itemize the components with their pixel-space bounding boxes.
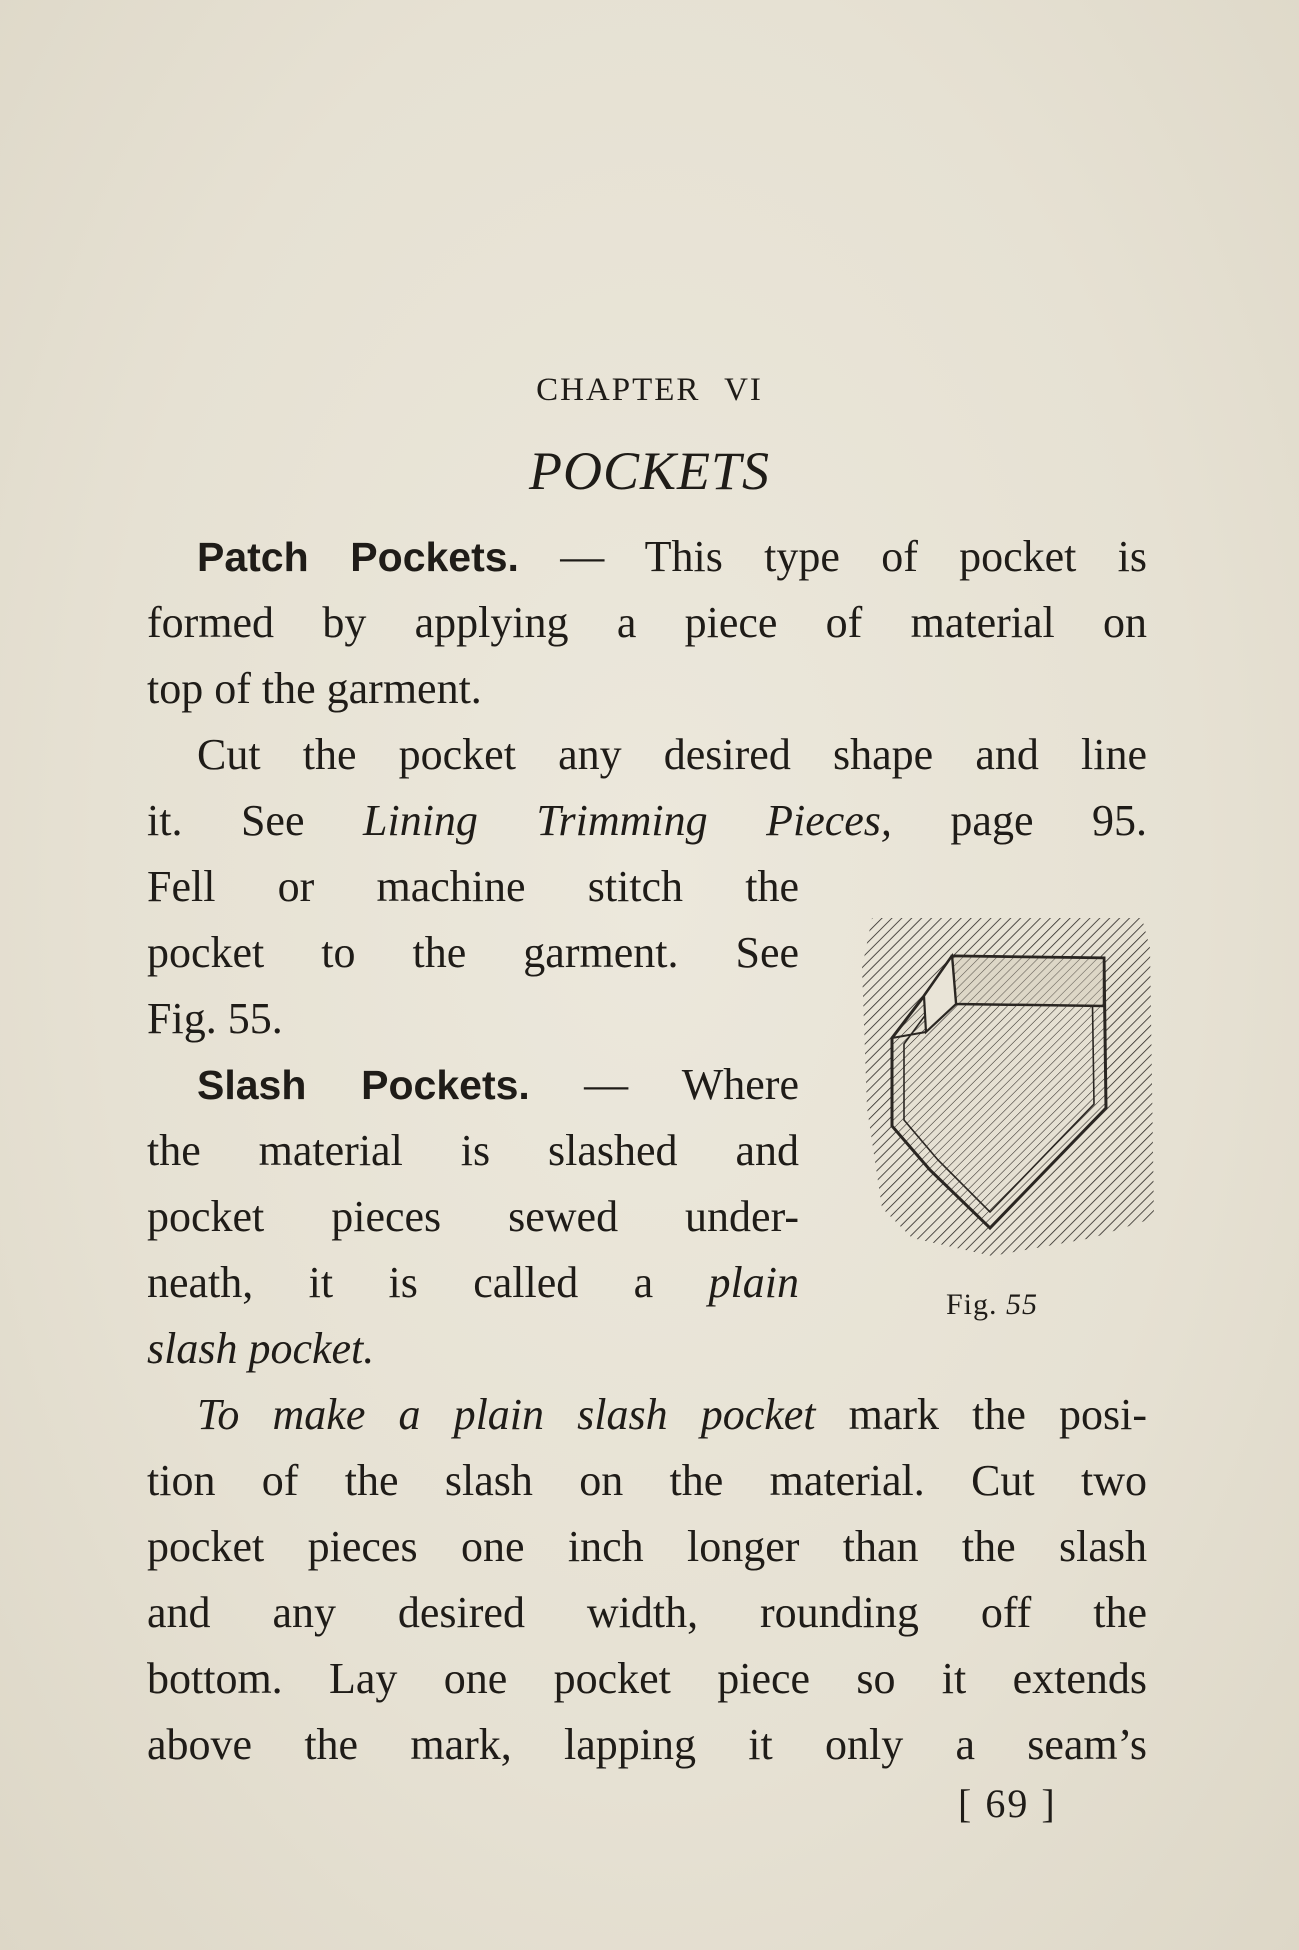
text-line: top of the garment. [147, 664, 482, 713]
text-line: tion of the slash on the material. Cut two [147, 1456, 1147, 1505]
figure-caption: Fig. 55 [946, 1288, 1039, 1321]
text-line: Patch Pockets. — This type of pocket is [197, 532, 1148, 581]
text-line: formed by applying a piece of material on [147, 598, 1147, 647]
page-number: [ 69 ] [958, 1781, 1057, 1826]
text-line: neath, it is called a plain [147, 1258, 799, 1307]
text-line: bottom. Lay one pocket piece so it extends [147, 1654, 1147, 1703]
section-heading-slash: Slash Pockets. [197, 1062, 530, 1108]
text-line: pocket pieces sewed under- [147, 1192, 799, 1241]
text-line: Cut the pocket any desired shape and line [197, 730, 1147, 779]
body-text-bottom [147, 1382, 1147, 1778]
text-line: pocket pieces one inch longer than the slash [147, 1522, 1147, 1571]
text-line: slash pocket. [147, 1324, 375, 1373]
cross-reference: Lining Trimming Pieces, [363, 796, 892, 845]
section-heading-patch: Patch Pockets. [197, 534, 519, 580]
text-line: Slash Pockets. — Where [197, 1060, 799, 1109]
text-line: pocket to the garment. See [147, 928, 799, 977]
text-line: Fell or machine stitch the [147, 862, 799, 911]
body-text-top [147, 524, 1147, 854]
patch-pocket-illustration-icon [842, 908, 1162, 1268]
text-line: above the mark, lapping it only a seam’s [147, 1720, 1147, 1769]
page-title: POCKETS [528, 441, 771, 501]
text-line: it. See Lining Trimming Pieces, page 95. [147, 796, 1147, 845]
chapter-heading: CHAPTER VI [536, 372, 763, 408]
text-line: Fig. 55. [147, 994, 283, 1043]
body-text-column [147, 854, 799, 1382]
text-line: the material is slashed and [147, 1126, 799, 1175]
text-line: To make a plain slash pocket mark the posi- [197, 1390, 1147, 1439]
text-line: and any desired width, rounding off the [147, 1588, 1147, 1637]
